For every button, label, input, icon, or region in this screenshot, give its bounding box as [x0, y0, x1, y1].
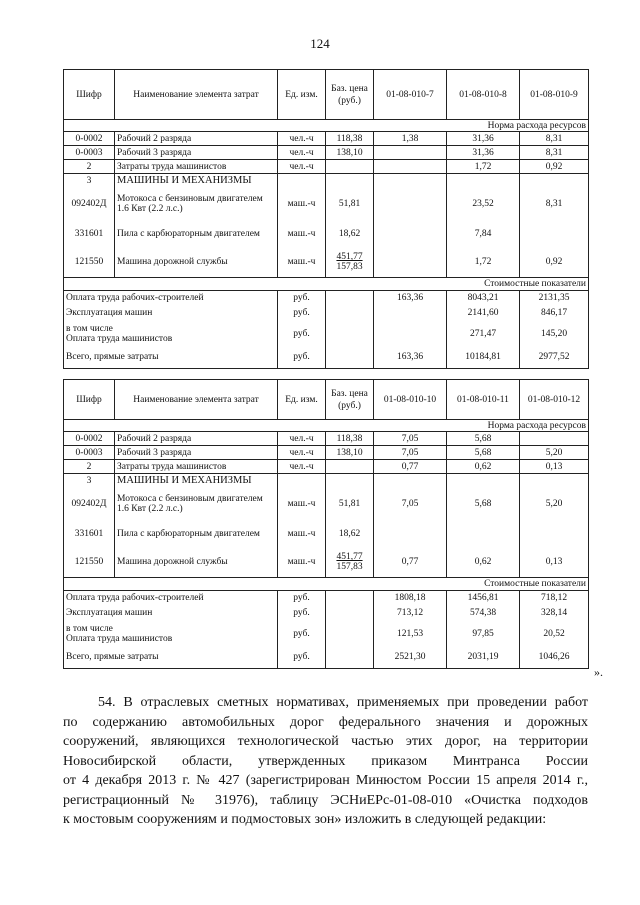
cell-code: 331601 — [64, 220, 115, 248]
section-row — [64, 474, 589, 488]
cell-unit: маш.-ч — [278, 220, 326, 248]
cell-value-3: 8,31 — [520, 132, 589, 146]
cost-name-prefix: в том числе — [66, 623, 113, 634]
cost-value-3: 1046,26 — [520, 647, 589, 669]
price-bottom: 157,83 — [336, 262, 363, 273]
cost-row — [64, 347, 589, 369]
cell-price-stacked — [326, 548, 374, 578]
section-row — [64, 120, 589, 132]
cost-name: Оплата труда машинистов — [66, 333, 173, 344]
cell-name: Пила с карбюраторным двигателем — [115, 220, 278, 248]
paragraph-line: от 4 декабря 2013 г. № 427 (зарегистрирован Минюстом России 15 апреля 2014 г., — [63, 773, 588, 788]
cell-value-1 — [374, 188, 447, 220]
cell-unit: маш.-ч — [278, 188, 326, 220]
header-price: Баз. цена (руб.) — [326, 70, 374, 120]
cost-name: Оплата труда рабочих-строителей — [64, 291, 278, 306]
table-row — [64, 160, 589, 174]
header-price: Баз. цена (руб.) — [326, 380, 374, 420]
cost-unit: руб. — [278, 591, 326, 606]
table-row — [64, 146, 589, 160]
cell-code: 331601 — [64, 520, 115, 548]
cost-value-3: 20,52 — [520, 621, 589, 647]
cell-value-3: 8,31 — [520, 188, 589, 220]
cell-unit: маш.-ч — [278, 520, 326, 548]
header-name: Наименование элемента затрат — [115, 70, 278, 120]
cell-unit: чел.-ч — [278, 146, 326, 160]
cost-value-3: 328,14 — [520, 606, 589, 621]
cell-code: 0-0003 — [64, 446, 115, 460]
cost-value-2: 271,47 — [447, 321, 520, 347]
cell-value-2: 1,72 — [447, 248, 520, 278]
cell-value-3 — [520, 432, 589, 446]
cell-code: 092402Д — [64, 188, 115, 220]
cost-unit: руб. — [278, 606, 326, 621]
cell-unit: чел.-ч — [278, 132, 326, 146]
cost-value-2: 574,38 — [447, 606, 520, 621]
resource-table-2 — [63, 379, 589, 669]
table-row — [64, 432, 589, 446]
cell-name: Машина дорожной службы — [115, 248, 278, 278]
cost-name-prefix: в том числе — [66, 323, 113, 334]
cell-value-2: 0,62 — [447, 460, 520, 474]
cell-unit: маш.-ч — [278, 488, 326, 520]
cost-value-1: 713,12 — [374, 606, 447, 621]
cost-value-1: 163,36 — [374, 291, 447, 306]
cost-value-1: 121,53 — [374, 621, 447, 647]
cell-value-3: 0,92 — [520, 160, 589, 174]
cost-unit: руб. — [278, 306, 326, 321]
section-row — [64, 578, 589, 591]
cell-value-1: 0,77 — [374, 548, 447, 578]
cell-price-stacked — [326, 248, 374, 278]
table-row — [64, 520, 589, 548]
cell-value-2: 23,52 — [447, 188, 520, 220]
cost-name: Всего, прямые затраты — [64, 347, 278, 369]
resource-table-1 — [63, 69, 589, 369]
cell-code: 3 — [64, 474, 115, 488]
header-unit: Ед. изм. — [278, 70, 326, 120]
cost-unit: руб. — [278, 621, 326, 647]
page-number: 124 — [310, 36, 330, 51]
price-bottom: 157,83 — [336, 562, 363, 573]
cost-value-1 — [374, 321, 447, 347]
header-col-3: 01-08-010-12 — [520, 380, 589, 420]
header-col-1: 01-08-010-10 — [374, 380, 447, 420]
table-row — [64, 248, 589, 278]
cell-value-3: 0,13 — [520, 548, 589, 578]
cell-value-2: 5,68 — [447, 446, 520, 460]
cell-value-2: 5,68 — [447, 432, 520, 446]
cost-unit: руб. — [278, 321, 326, 347]
table-row — [64, 220, 589, 248]
cost-row — [64, 606, 589, 621]
cell-value-1 — [374, 520, 447, 548]
cell-name: Рабочий 2 разряда — [115, 132, 278, 146]
cost-value-2: 2031,19 — [447, 647, 520, 669]
cell-value-2: 1,72 — [447, 160, 520, 174]
paragraph-line: к мостовым сооружениям и подмостовых зон» изложить в следующей редакции: — [63, 812, 547, 827]
header-code: Шифр — [64, 380, 115, 420]
cost-value-3: 2977,52 — [520, 347, 589, 369]
cost-row — [64, 621, 589, 647]
cell-code: 121550 — [64, 248, 115, 278]
cost-name: Эксплуатация машин — [64, 306, 278, 321]
cell-value-3 — [520, 520, 589, 548]
price-top: 451,77 — [336, 552, 363, 563]
cell-code: 121550 — [64, 548, 115, 578]
cost-value-2: 2141,60 — [447, 306, 520, 321]
cost-name: Эксплуатация машин — [64, 606, 278, 621]
cell-value-3: 0,13 — [520, 460, 589, 474]
cell-value-1 — [374, 220, 447, 248]
cost-row — [64, 647, 589, 669]
cell-value-1: 7,05 — [374, 432, 447, 446]
cell-code: 3 — [64, 174, 115, 188]
cell-name: Машина дорожной службы — [115, 548, 278, 578]
cost-value-2: 10184,81 — [447, 347, 520, 369]
cell-price: 118,38 — [326, 132, 374, 146]
cost-value-3: 2131,35 — [520, 291, 589, 306]
cell-value-3: 0,92 — [520, 248, 589, 278]
cell-name: Рабочий 3 разряда — [115, 146, 278, 160]
table-row — [64, 446, 589, 460]
cost-name: Всего, прямые затраты — [64, 647, 278, 669]
cost-row — [64, 321, 589, 347]
section-row — [64, 278, 589, 291]
table-header-row — [64, 70, 589, 120]
cell-unit: чел.-ч — [278, 432, 326, 446]
section-row — [64, 174, 589, 188]
closing-quote: ». — [594, 665, 603, 679]
cell-name: Мотокоса с бензиновым двигателем 1.6 Квт (2.2 л.с.) — [115, 488, 278, 520]
cell-value-1: 1,38 — [374, 132, 447, 146]
header-col-2: 01-08-010-8 — [447, 70, 520, 120]
paragraph-line: Новосибирской области, утвержденных приказом Минтранса России — [63, 753, 588, 769]
cell-unit: маш.-ч — [278, 548, 326, 578]
table-row — [64, 188, 589, 220]
cell-value-3 — [520, 220, 589, 248]
price-top: 451,77 — [336, 252, 363, 263]
cell-unit: чел.-ч — [278, 160, 326, 174]
cell-code: 0-0002 — [64, 432, 115, 446]
cost-unit: руб. — [278, 291, 326, 306]
cost-name: Оплата труда рабочих-строителей — [64, 591, 278, 606]
cell-name: Мотокоса с бензиновым двигателем 1.6 Квт (2.2 л.с.) — [115, 188, 278, 220]
cell-value-3: 5,20 — [520, 488, 589, 520]
cell-value-2 — [447, 520, 520, 548]
cost-unit: руб. — [278, 347, 326, 369]
header-col-1: 01-08-010-7 — [374, 70, 447, 120]
cost-row — [64, 291, 589, 306]
cell-code: 092402Д — [64, 488, 115, 520]
cell-value-3: 8,31 — [520, 146, 589, 160]
cell-unit: чел.-ч — [278, 460, 326, 474]
cell-value-1 — [374, 248, 447, 278]
header-col-3: 01-08-010-9 — [520, 70, 589, 120]
cell-value-1: 7,05 — [374, 488, 447, 520]
cell-value-2: 31,36 — [447, 132, 520, 146]
cell-price: 18,62 — [326, 520, 374, 548]
cost-value-3: 718,12 — [520, 591, 589, 606]
table-row — [64, 548, 589, 578]
cost-name-group — [64, 621, 278, 647]
section-row — [64, 420, 589, 432]
cost-unit: руб. — [278, 647, 326, 669]
cell-name: Рабочий 2 разряда — [115, 432, 278, 446]
section-machines-title: МАШИНЫ И МЕХАНИЗМЫ — [115, 474, 278, 488]
cost-value-3: 846,17 — [520, 306, 589, 321]
cell-price — [326, 460, 374, 474]
cell-unit: чел.-ч — [278, 446, 326, 460]
section-cost-label: Стоимостные показатели — [64, 278, 589, 291]
header-col-2: 01-08-010-11 — [447, 380, 520, 420]
cell-price: 118,38 — [326, 432, 374, 446]
section-machines-title: МАШИНЫ И МЕХАНИЗМЫ — [115, 174, 278, 188]
section-cost-label: Стоимостные показатели — [64, 578, 589, 591]
cell-name: Пила с карбюраторным двигателем — [115, 520, 278, 548]
cell-unit: маш.-ч — [278, 248, 326, 278]
cell-value-2: 7,84 — [447, 220, 520, 248]
cost-row — [64, 306, 589, 321]
cell-code: 0-0003 — [64, 146, 115, 160]
cell-value-3: 5,20 — [520, 446, 589, 460]
cell-name: Рабочий 3 разряда — [115, 446, 278, 460]
cell-value-2: 31,36 — [447, 146, 520, 160]
paragraph-line: сооружений, являющихся технологической частью этих дорог, на территории — [63, 734, 588, 749]
cost-name: Оплата труда машинистов — [66, 633, 173, 644]
table-row — [64, 488, 589, 520]
paragraph-line: регистрационный № 31976), таблицу ЭСНиЕРс-01-08-010 «Очистка подходов — [63, 792, 588, 808]
header-code: Шифр — [64, 70, 115, 120]
cell-value-1 — [374, 146, 447, 160]
cell-price — [326, 160, 374, 174]
cell-value-1: 7,05 — [374, 446, 447, 460]
cell-value-1: 0,77 — [374, 460, 447, 474]
cost-value-2: 1456,81 — [447, 591, 520, 606]
cell-name: Затраты труда машинистов — [115, 460, 278, 474]
cost-value-2: 97,85 — [447, 621, 520, 647]
header-name: Наименование элемента затрат — [115, 380, 278, 420]
cost-value-1: 163,36 — [374, 347, 447, 369]
cost-name-group — [64, 321, 278, 347]
cost-value-1: 1808,18 — [374, 591, 447, 606]
section-norm-label: Норма расхода ресурсов — [64, 420, 589, 432]
cell-price: 138,10 — [326, 446, 374, 460]
header-unit: Ед. изм. — [278, 380, 326, 420]
cost-value-2: 8043,21 — [447, 291, 520, 306]
cell-code: 2 — [64, 160, 115, 174]
amendment-paragraph — [63, 693, 588, 830]
cell-price: 18,62 — [326, 220, 374, 248]
cell-name: Затраты труда машинистов — [115, 160, 278, 174]
cell-price: 51,81 — [326, 488, 374, 520]
cell-price: 51,81 — [326, 188, 374, 220]
cell-value-2: 5,68 — [447, 488, 520, 520]
cell-value-2: 0,62 — [447, 548, 520, 578]
paragraph-line: по содержанию автомобильных дорог федерального значения и дорожных — [63, 714, 588, 730]
cell-value-1 — [374, 160, 447, 174]
cell-code: 2 — [64, 460, 115, 474]
table-header-row — [64, 380, 589, 420]
table-row — [64, 460, 589, 474]
section-norm-label: Норма расхода ресурсов — [64, 120, 589, 132]
cost-value-1 — [374, 306, 447, 321]
cost-value-1: 2521,30 — [374, 647, 447, 669]
cell-code: 0-0002 — [64, 132, 115, 146]
table-row — [64, 132, 589, 146]
cost-value-3: 145,20 — [520, 321, 589, 347]
paragraph-line: 54. В отраслевых сметных нормативах, применяемых при проведении работ — [98, 695, 588, 710]
cost-row — [64, 591, 589, 606]
cell-price: 138,10 — [326, 146, 374, 160]
